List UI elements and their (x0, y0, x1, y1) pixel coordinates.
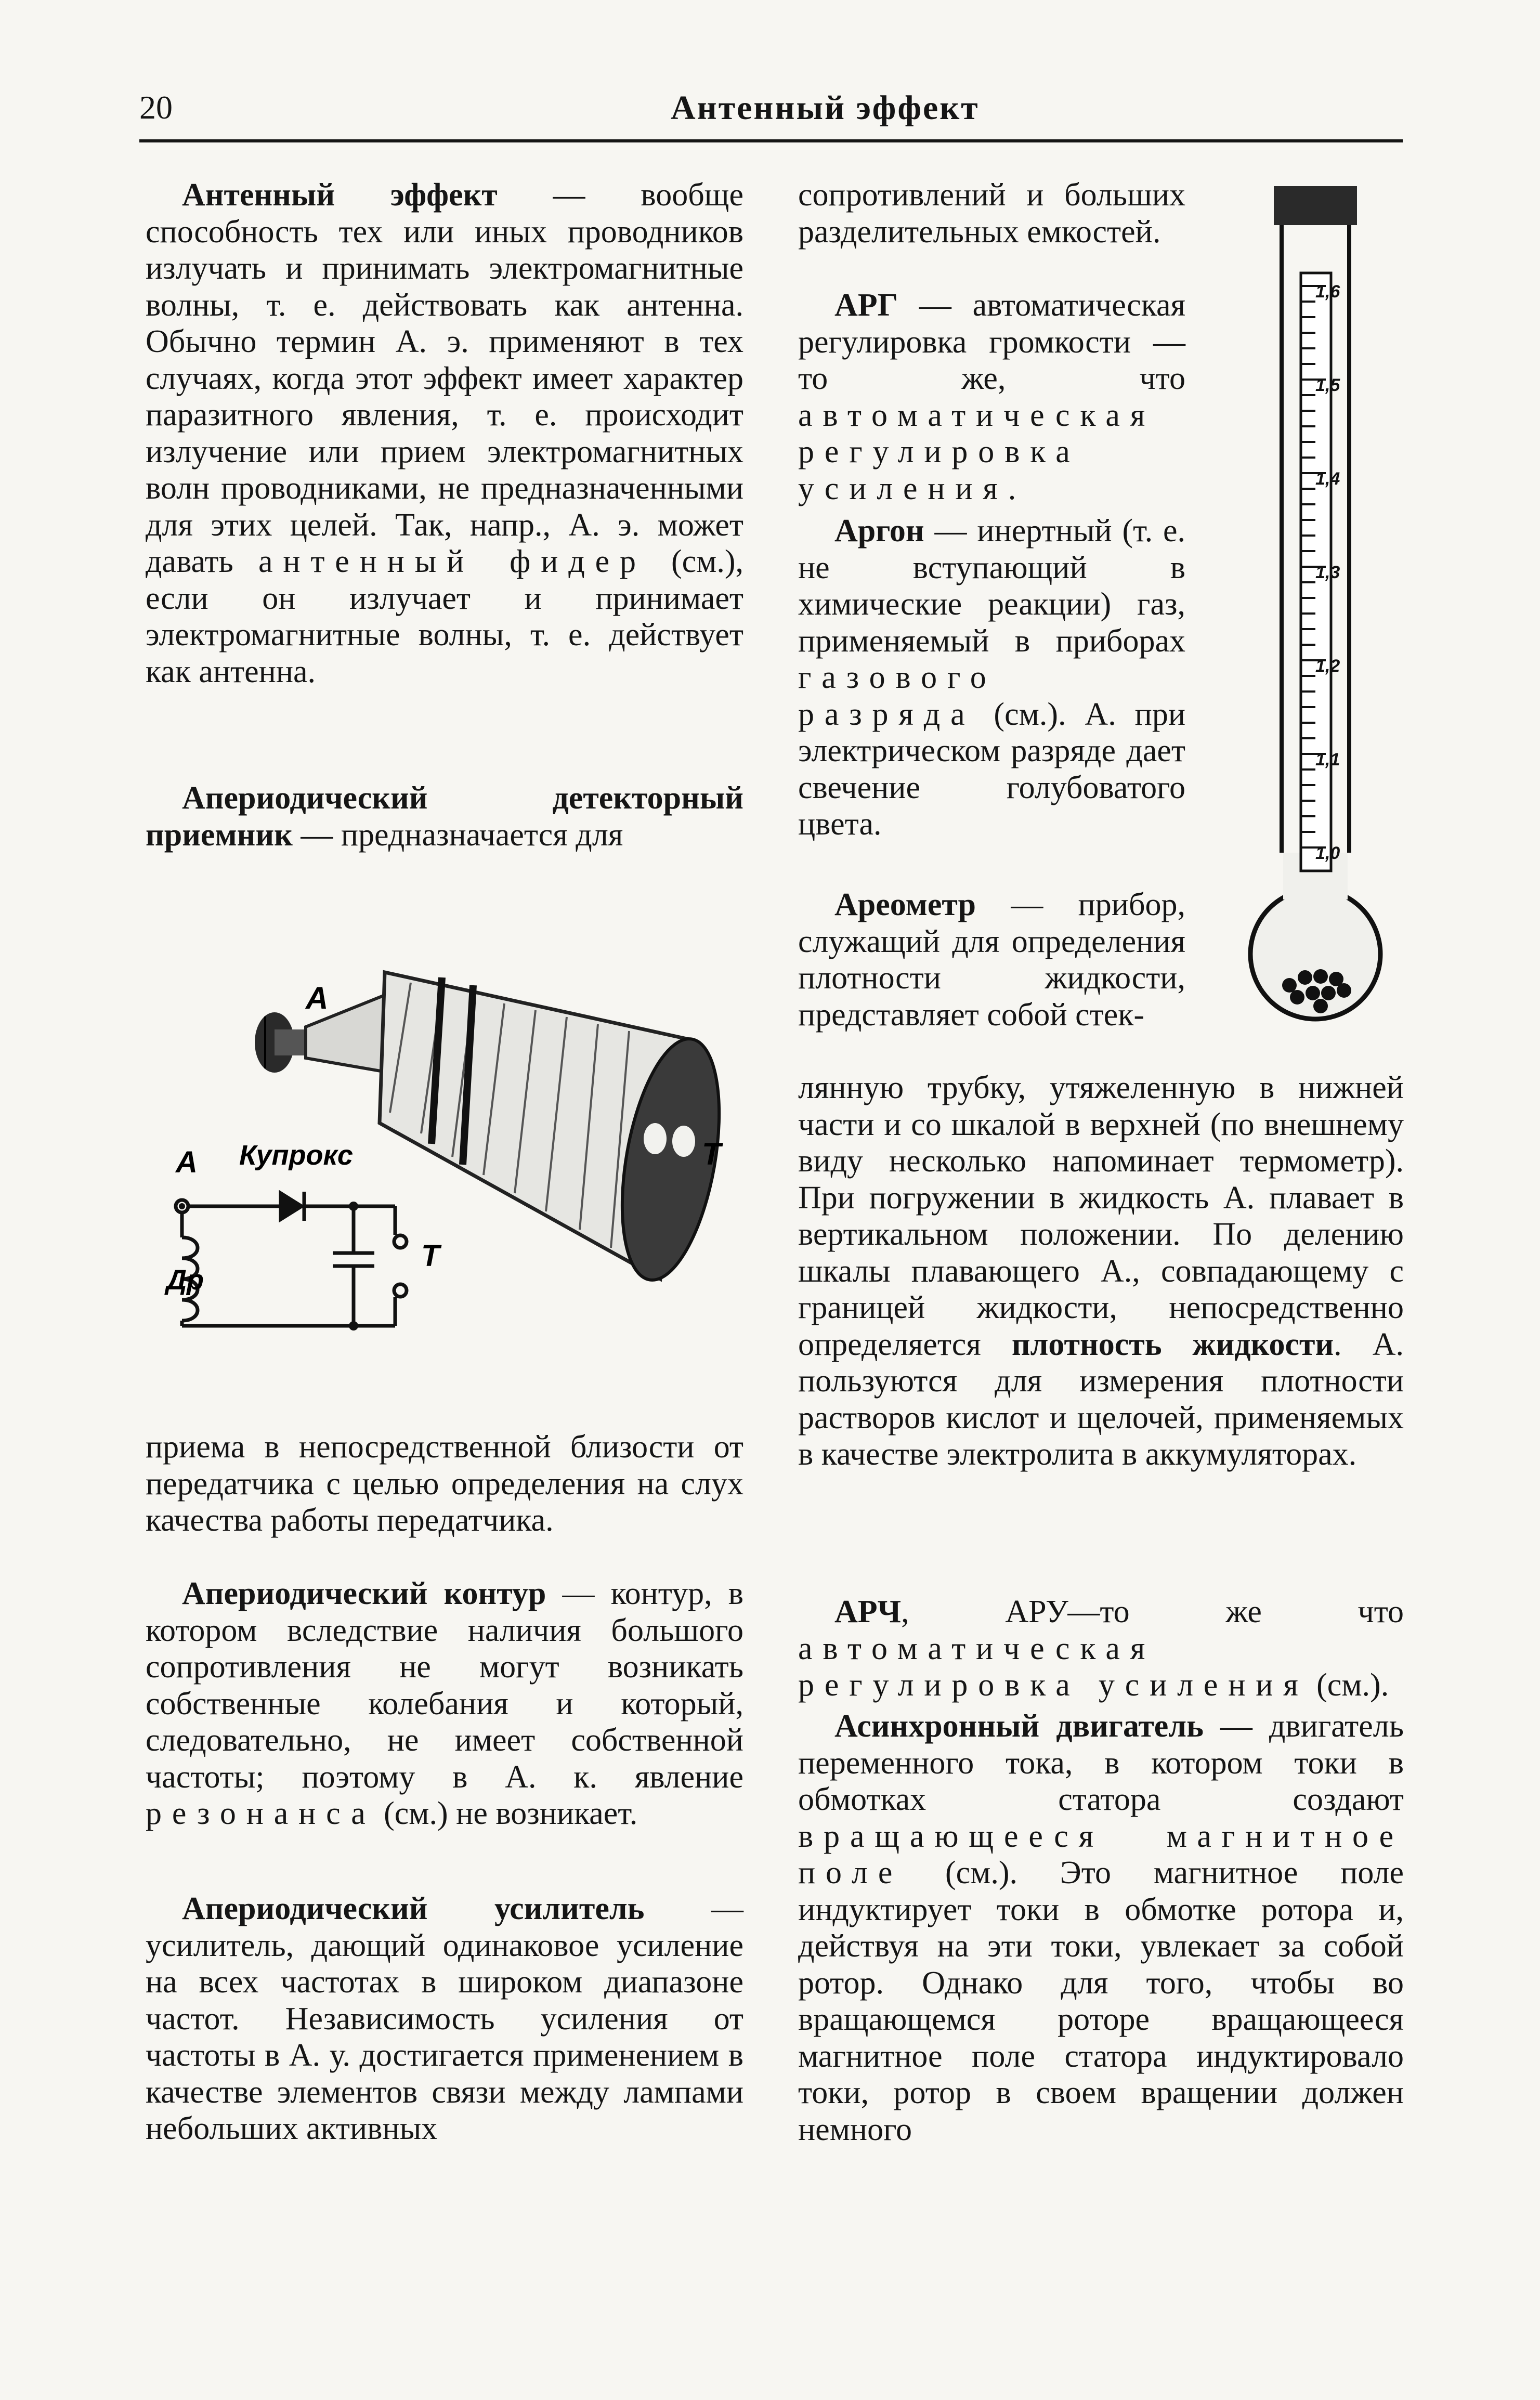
scale-label: 1,5 (1315, 375, 1340, 395)
header-rule (139, 139, 1403, 142)
entry-text: . (1008, 471, 1016, 506)
term-areometer: Ареометр (834, 887, 976, 922)
areometer-continuation (798, 1069, 1404, 1473)
entry-arch (798, 1594, 1404, 1704)
label-antenna-figure: А (306, 981, 329, 1015)
xref-auto-gain: автоматическая регулировка усиления (798, 397, 1156, 506)
xref-gas-discharge: газового разряда (798, 660, 997, 732)
entry-aperiodic-circuit (146, 1575, 743, 1832)
term-arg: АРГ (834, 288, 898, 323)
bold-density-phrase: плотность жидкости (1011, 1326, 1334, 1362)
entry-text: — двигатель переменного тока, в котором токи в обмотках статора создают (798, 1708, 1404, 1817)
label-detector: Купрокс (239, 1140, 353, 1171)
scale-label: 1,0 (1315, 843, 1340, 863)
receiver-circuit (176, 1192, 407, 1326)
stopper (1274, 186, 1357, 225)
entry-argon (798, 513, 1185, 843)
xref-resonance: резонанса (146, 1796, 376, 1831)
term-aperiodic-receiver: Апериодический детекторный приемник (146, 780, 743, 853)
term-async-motor: Асинхронный двигатель (834, 1708, 1204, 1744)
term-antenna-effect: Антенный эффект (182, 177, 498, 213)
scale-label: 1,3 (1315, 563, 1340, 582)
entry-text: (см.) не возникает. (375, 1796, 638, 1831)
label-antenna-circuit: А (176, 1145, 198, 1179)
scale-label: 1,1 (1315, 750, 1340, 769)
entry-text: — предназначается для (292, 817, 623, 853)
entry-text: — усилитель, дающий одинаковое усиление на всех частотах в широком диапазоне частот. Независимость усиления от частоты в А. у. достигается применением в качестве элементов связи между лампами небольших активных (146, 1891, 743, 2146)
page-number: 20 (139, 89, 173, 126)
running-title: Антенный эффект (671, 89, 980, 127)
entry-areometer (798, 886, 1185, 1033)
entry-text: — автоматическая регулировка громкости — то же, что (798, 288, 1185, 396)
entry-text: — вообще способность тех или иных проводников излучать и принимать электромагнитные волны, т. е. действовать как антенна. Обычно термин А. э. применяют в тех случаях, когда этот эффект имеет характер паразитного явления, т. е. происходит излучение или прием электромагнитных волн проводниками, не предназначенными для этих целей. Так, напр., А. э. может давать (146, 177, 744, 579)
entry-text: — инертный (т. е. не вступающий в химические реакции) газ, применяемый в приборах (798, 513, 1185, 659)
xref-auto-gain: автоматическая регулировка усиления (798, 1631, 1309, 1703)
areometer-figure (1243, 182, 1399, 1040)
scale-label: 1,2 (1315, 656, 1340, 676)
term-aperiodic-amplifier: Апериодический усилитель (182, 1891, 645, 1926)
antenna-knob-icon (255, 1012, 306, 1073)
entry-text: . А. пользуются для измерения плотности растворов кислот и щелочей, применяемых в качестве электролита в аккумуляторах. (798, 1326, 1404, 1472)
entry-text: (см.). (1308, 1667, 1389, 1703)
xref-rotating-field: вращающееся магнитное поле (798, 1818, 1404, 1890)
entry-aperiodic-receiver (146, 780, 743, 853)
entry-text: — прибор, служащий для определения плотности жидкости, представляет собой стек- (798, 887, 1185, 1033)
entry-text: (см.). А. при электрическом разряде дает свечение голубоватого цвета. (798, 696, 1185, 842)
detector-receiver-figure (140, 853, 754, 1373)
scale-label: 1,4 (1315, 469, 1340, 489)
entry-arg (798, 287, 1185, 507)
xref-antenna-feeder: антенный фидер (258, 544, 646, 579)
entry-antenna-effect (146, 177, 743, 690)
label-phones-circuit: Т (421, 1239, 440, 1273)
term-arch: АРЧ (834, 1594, 902, 1629)
term-aperiodic-circuit: Апериодический контур (182, 1576, 546, 1611)
aperiodic-receiver-continuation: приема в непосредственной близости от передатчика с целью определения на слух качества работы передатчика. (146, 1429, 743, 1538)
entry-text: (см.). Это магнитное поле индуктирует токи в обмотке ротора и, действуя на эти токи, увлекает за собой ротор. Однако для того, чтобы во вращающемся роторе вращающееся магнитное поле статора индуктировало токи, ротор в своем вращении должен немного (798, 1855, 1404, 2147)
label-phones-figure: Т (702, 1137, 721, 1171)
entry-text: — контур, в котором вследствие наличия большого сопротивления не могут возникать собственные колебания и который, следовательно, не имеет собственной частоты; поэтому в А. к. явление (146, 1576, 743, 1795)
entry-aperiodic-amplifier (146, 1890, 743, 2147)
entry-text: (см.), если он излучает и принимает электромагнитные волны, т. е. действует как антенна. (146, 544, 744, 689)
label-choke: Др (166, 1264, 204, 1296)
aperiodic-amplifier-continuation: сопротивлений и больших разделительных емкостей. (798, 177, 1185, 250)
scale-label: 1,6 (1315, 282, 1340, 302)
entry-text: , АРУ—то же что (901, 1594, 1404, 1629)
entry-text: лянную трубку, утяжеленную в нижней части и со шкалой в верхней (по внешнему виду несколько напоминает термометр). При погружении в жидкость А. плавает в вертикальном положении. По делению шкалы плавающего А., совпадающему с границей жидкости, непосредственно определяется (798, 1070, 1404, 1362)
entry-async-motor (798, 1708, 1404, 2148)
term-argon: Аргон (834, 513, 924, 549)
